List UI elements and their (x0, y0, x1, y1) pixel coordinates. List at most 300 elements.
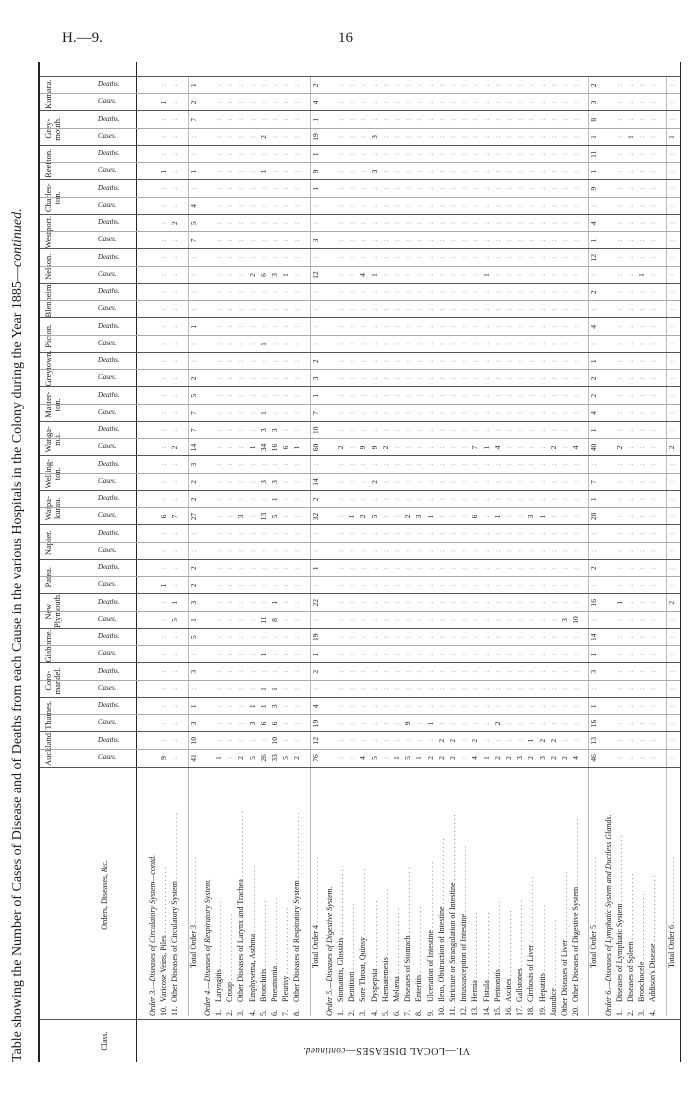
deaths-cell: : (380, 532, 390, 535)
deaths-cell: : (358, 360, 368, 363)
cases-cell: : (526, 204, 536, 208)
deaths-cell: : (347, 153, 357, 156)
cases-cell: : (159, 308, 169, 311)
cases-cell: : (504, 170, 513, 173)
cases-cell: : (247, 515, 257, 518)
cases-cell: : (159, 273, 169, 277)
row-number: 6. (392, 1010, 401, 1016)
cases-cell: : (347, 342, 357, 346)
row-label (515, 772, 525, 1016)
table-row (459, 76, 469, 1016)
deaths-cell: : (614, 360, 624, 363)
cases-cell: : (548, 308, 558, 311)
cases-deaths-divider (40, 473, 680, 474)
deaths-cell: : (369, 118, 379, 121)
cases-cell: : (526, 135, 536, 139)
leader-dots: . . . . . . . . . . . . . . . . . (380, 889, 390, 958)
cases-cell: 2 (526, 756, 536, 760)
deaths-cell: : (170, 739, 180, 742)
deaths-cell: : (504, 498, 513, 501)
table-row (637, 76, 647, 1016)
deaths-cell: : (515, 360, 525, 363)
deaths-cell: : (537, 394, 547, 397)
cases-cell: : (515, 446, 525, 449)
cases-cell: : (459, 101, 469, 104)
deaths-cell: : (436, 532, 446, 535)
cases-cell: : (470, 308, 480, 311)
cases-cell: : (225, 756, 235, 760)
deaths-cell: : (236, 463, 246, 466)
cases-cell: : (436, 687, 446, 691)
deaths-cell: 1 (258, 704, 268, 709)
deaths-cell: : (560, 739, 569, 742)
cases-cell: : (571, 342, 581, 346)
deaths-cell: : (247, 670, 257, 673)
row-label-text: Dentition (347, 971, 357, 1002)
cases-cell: 1 (414, 756, 424, 760)
cases-cell: : (459, 480, 469, 484)
cases-cell: : (481, 618, 491, 622)
leader-dots: . . . . . . . . . . . . . . . . . (392, 908, 401, 977)
cases-cell: : (214, 273, 223, 277)
cases-cell: : (626, 756, 635, 760)
cases-cell: : (347, 308, 357, 311)
cases-cell: : (614, 342, 624, 346)
cases-cell: : (292, 342, 302, 346)
deaths-cell: : (648, 118, 658, 121)
cases-cell: : (336, 549, 345, 553)
deaths-cell: : (560, 670, 569, 673)
cases-cell: : (459, 308, 469, 311)
deaths-cell: : (637, 394, 647, 397)
deaths-cell: 2 (589, 393, 599, 398)
cases-cell: 1 (589, 135, 599, 139)
cases-cell: : (392, 377, 401, 380)
deaths-cell: : (470, 153, 480, 156)
deaths-cell: : (526, 498, 536, 501)
row-label-text: Enteritis (414, 974, 424, 1002)
deaths-cell: : (492, 291, 502, 294)
cases-deaths-divider (40, 542, 680, 543)
cases-cell: 60 (310, 443, 320, 452)
deaths-cell: : (425, 429, 435, 432)
cases-cell: : (459, 515, 469, 518)
cases-cell: : (515, 618, 525, 622)
cases-cell: : (281, 101, 291, 104)
deaths-cell: : (270, 187, 279, 190)
hospital-header: Westport. (43, 215, 53, 249)
cases-cell: : (526, 446, 536, 449)
deaths-cell: : (537, 291, 547, 294)
deaths-subheader: Deaths. (98, 321, 120, 330)
cases-cell: : (614, 170, 624, 173)
cases-cell: : (336, 204, 345, 208)
cases-cell: : (225, 480, 235, 484)
deaths-cell: : (459, 153, 469, 156)
hospital-divider (40, 490, 680, 491)
cases-cell: : (560, 273, 569, 277)
deaths-cell: : (648, 739, 658, 742)
hospital-divider (40, 387, 680, 388)
cases-cell: : (548, 101, 558, 104)
cases-cell: : (515, 135, 525, 139)
deaths-cell: : (380, 394, 390, 397)
deaths-cell: : (571, 739, 581, 742)
deaths-cell: : (459, 636, 469, 639)
deaths-cell: : (626, 429, 635, 432)
deaths-cell: : (481, 291, 491, 294)
cases-subheader: Cases. (98, 718, 117, 727)
deaths-cell: : (666, 325, 676, 328)
deaths-cell: : (270, 636, 279, 639)
cases-cell: : (526, 101, 536, 104)
deaths-cell: : (170, 84, 180, 87)
leader-dots: . . . . . . . . . . . . . . . . . (310, 857, 320, 926)
cases-cell: : (666, 273, 676, 277)
cases-cell: : (526, 170, 536, 173)
deaths-cell: : (225, 636, 235, 639)
cases-subheader: Cases. (98, 373, 117, 382)
deaths-cell: : (560, 256, 569, 259)
deaths-cell: : (380, 498, 390, 501)
deaths-cell: : (214, 118, 223, 121)
column-header-row (40, 62, 137, 1062)
deaths-cell: : (666, 84, 676, 87)
cases-cell: : (392, 653, 401, 656)
leader-dots: . . . . . . . . . . . . . . . . . (515, 900, 525, 969)
cases-cell: : (560, 722, 569, 725)
cases-cell: : (571, 515, 581, 518)
deaths-subheader: Deaths. (98, 528, 120, 537)
cases-cell: : (369, 377, 379, 380)
deaths-cell: : (270, 463, 279, 466)
cases-cell: : (448, 411, 457, 415)
cases-cell: : (281, 515, 291, 518)
cases-cell: : (626, 170, 635, 173)
cases-cell: : (548, 480, 558, 484)
deaths-cell: : (403, 532, 413, 535)
deaths-cell: : (526, 636, 536, 639)
row-number: 6. (270, 1010, 279, 1016)
cases-cell: : (236, 584, 246, 587)
total-row (588, 76, 599, 1016)
orders-column-header: Orders, Diseases, &c. (100, 860, 109, 930)
cases-cell: : (614, 549, 624, 553)
cases-deaths-divider (40, 300, 680, 301)
cases-cell: : (247, 584, 257, 587)
cases-subheader: Cases. (98, 684, 117, 692)
hospital-divider (40, 732, 680, 733)
deaths-cell: : (459, 705, 469, 708)
deaths-cell: : (648, 601, 658, 604)
cases-cell: : (515, 549, 525, 553)
row-number: 1. (214, 1010, 223, 1016)
deaths-cell: : (526, 256, 536, 259)
cases-cell: : (292, 515, 302, 518)
deaths-cell: 1 (589, 704, 599, 709)
deaths-cell: : (247, 360, 257, 363)
deaths-cell: : (436, 222, 446, 225)
deaths-cell: : (548, 567, 558, 570)
deaths-cell: : (336, 118, 345, 121)
cases-cell: : (392, 135, 401, 139)
deaths-cell: : (247, 636, 257, 639)
deaths-cell: : (666, 291, 676, 294)
cases-cell: 1 (281, 273, 291, 277)
deaths-cell: : (392, 532, 401, 535)
deaths-cell: : (270, 394, 279, 397)
cases-cell: : (347, 618, 357, 622)
deaths-cell: : (548, 187, 558, 190)
cases-cell: : (247, 377, 257, 380)
deaths-cell: : (281, 84, 291, 87)
cases-cell: : (459, 756, 469, 760)
cases-cell: : (648, 618, 658, 622)
cases-cell: 26 (258, 754, 268, 762)
deaths-cell: 2 (188, 566, 198, 571)
cases-cell: : (481, 101, 491, 104)
cases-cell: : (380, 480, 390, 484)
cases-cell: 2 (492, 721, 502, 726)
deaths-subheader: Deaths. (98, 459, 120, 468)
deaths-cell: : (336, 498, 345, 501)
deaths-cell: : (247, 325, 257, 328)
deaths-cell: : (258, 601, 268, 604)
cases-cell: : (159, 204, 169, 208)
cases-cell: : (459, 204, 469, 208)
cases-cell: : (470, 204, 480, 208)
cases-cell: : (666, 170, 676, 173)
row-label-text: Pneumonia (270, 966, 279, 1002)
deaths-cell: : (637, 325, 647, 328)
deaths-cell: : (214, 394, 223, 397)
cases-deaths-divider (40, 680, 680, 681)
row-number: 1. (336, 1010, 345, 1016)
cases-cell: : (281, 411, 291, 415)
cases-cell: : (537, 239, 547, 242)
cases-cell: : (589, 273, 599, 277)
deaths-cell: : (214, 187, 223, 190)
cases-deaths-divider (40, 231, 680, 232)
cases-cell: : (225, 446, 235, 449)
cases-cell: 1 (537, 514, 547, 519)
cases-cell: : (336, 239, 345, 242)
rotated-table-page (10, 62, 690, 1062)
deaths-cell: : (236, 532, 246, 535)
deaths-cell: : (392, 84, 401, 87)
cases-cell: : (336, 480, 345, 484)
cases-cell: : (159, 722, 169, 725)
cases-cell: : (258, 549, 268, 553)
cases-cell: 7 (310, 411, 320, 415)
cases-cell: : (358, 377, 368, 380)
cases-cell: : (459, 135, 469, 139)
cases-cell: : (281, 584, 291, 587)
deaths-cell: : (560, 222, 569, 225)
cases-cell: : (515, 170, 525, 173)
cases-cell: : (481, 687, 491, 691)
deaths-cell: : (637, 429, 647, 432)
row-number: 8. (292, 1010, 302, 1016)
cases-cell: : (648, 756, 658, 760)
cases-cell: : (214, 101, 223, 104)
deaths-cell: : (258, 291, 268, 294)
deaths-cell: : (380, 256, 390, 259)
deaths-cell: : (336, 429, 345, 432)
deaths-cell: : (626, 463, 635, 466)
cases-cell: 2 (436, 756, 446, 760)
cases-cell: : (281, 170, 291, 173)
deaths-cell: : (515, 118, 525, 121)
deaths-cell: : (347, 256, 357, 259)
cases-cell: 8 (270, 618, 279, 622)
deaths-subheader: Deaths. (98, 597, 120, 606)
deaths-cell: : (526, 84, 536, 87)
row-label-text: Ascites (504, 978, 513, 1002)
deaths-cell: : (247, 739, 257, 742)
table-row (448, 76, 458, 1016)
row-label-text: Stricture or Strangulation of Intestine (448, 882, 457, 1002)
cases-cell: : (292, 101, 302, 104)
cases-cell: : (470, 273, 480, 277)
cases-cell: : (548, 170, 558, 173)
cases-deaths-divider (40, 404, 680, 405)
cases-cell: : (347, 135, 357, 139)
deaths-cell: : (380, 739, 390, 742)
cases-cell: : (481, 204, 491, 208)
deaths-cell: : (369, 153, 379, 156)
cases-deaths-divider (40, 507, 680, 508)
deaths-cell: : (504, 463, 513, 466)
cases-cell: : (481, 549, 491, 553)
row-label-text: Ulceration of Intestine (425, 930, 435, 1002)
cases-subheader: Cases. (98, 615, 117, 623)
cases-cell: : (236, 204, 246, 208)
deaths-cell: : (448, 498, 457, 501)
deaths-cell: : (637, 187, 647, 190)
deaths-cell: : (188, 532, 198, 535)
cases-cell: : (380, 549, 390, 553)
deaths-cell: : (225, 498, 235, 501)
cases-cell: : (448, 446, 457, 449)
row-label (560, 772, 570, 1016)
leader-dots: . . . . . . . . . . . . . . . . . (648, 875, 658, 944)
deaths-cell: : (159, 222, 169, 225)
deaths-cell: : (170, 429, 180, 432)
deaths-cell: : (380, 705, 390, 708)
deaths-cell: : (436, 394, 446, 397)
cases-cell: : (425, 653, 435, 656)
deaths-cell: : (380, 325, 390, 328)
cases-cell: : (459, 377, 469, 380)
cases-cell: : (614, 101, 624, 104)
deaths-cell: : (170, 532, 180, 535)
deaths-cell: : (571, 463, 581, 466)
deaths-cell: 14 (589, 633, 599, 641)
cases-cell: : (637, 135, 647, 139)
deaths-cell: : (459, 429, 469, 432)
deaths-cell: : (236, 636, 246, 639)
cases-cell: 1 (492, 514, 502, 519)
deaths-subheader: Deaths. (98, 390, 120, 399)
deaths-cell: : (425, 153, 435, 156)
deaths-cell: : (425, 463, 435, 466)
cases-cell: : (214, 687, 223, 691)
cases-cell: : (537, 584, 547, 587)
cases-cell: : (436, 342, 446, 346)
deaths-cell: : (626, 739, 635, 742)
deaths-cell: : (336, 325, 345, 328)
leader-dots: . . . . . . . . . . . . . . . . . (459, 846, 469, 915)
deaths-cell: : (515, 739, 525, 742)
cases-cell: : (270, 584, 279, 587)
cases-cell: : (369, 549, 379, 553)
row-number: 18. (526, 1006, 536, 1016)
hospital-header: Kumara. (43, 79, 53, 110)
cases-cell: : (614, 135, 624, 139)
cases-cell: : (392, 687, 401, 691)
cases-subheader: Cases. (98, 304, 117, 313)
cases-cell: : (548, 653, 558, 656)
cases-cell: : (637, 308, 647, 311)
cases-cell: : (414, 101, 424, 104)
deaths-cell: : (270, 532, 279, 535)
cases-cell: : (448, 239, 457, 242)
deaths-cell: : (159, 601, 169, 604)
deaths-cell: : (414, 394, 424, 397)
deaths-cell: : (425, 705, 435, 708)
deaths-cell: : (637, 360, 647, 363)
row-number: 20. (571, 1006, 581, 1016)
deaths-cell: : (571, 84, 581, 87)
deaths-cell: : (392, 705, 401, 708)
cases-cell: : (470, 170, 480, 173)
deaths-cell: : (504, 291, 513, 294)
cases-cell: : (560, 170, 569, 173)
deaths-cell: : (236, 498, 246, 501)
leader-dots: . . . . . . . . . . . . . . . . . (281, 907, 291, 976)
cases-cell: 2 (170, 445, 180, 450)
deaths-cell: : (236, 567, 246, 570)
hospital-divider (40, 663, 680, 664)
deaths-cell: : (358, 498, 368, 501)
cases-cell: : (537, 101, 547, 104)
cases-cell: 76 (310, 754, 320, 762)
deaths-cell: : (159, 429, 169, 432)
deaths-cell: : (358, 394, 368, 397)
cases-cell: : (347, 549, 357, 553)
cases-subheader: Cases. (98, 753, 117, 761)
deaths-cell: : (236, 705, 246, 708)
deaths-cell: : (515, 187, 525, 190)
cases-cell: 3 (270, 273, 279, 277)
deaths-cell: 5 (188, 635, 198, 640)
deaths-cell: : (236, 187, 246, 190)
cases-cell: : (548, 549, 558, 553)
deaths-cell: : (347, 118, 357, 121)
deaths-cell: : (170, 325, 180, 328)
deaths-cell: : (637, 222, 647, 225)
hospital-header: Master-ton. (43, 391, 62, 418)
deaths-cell: : (614, 567, 624, 570)
deaths-cell: : (358, 532, 368, 535)
deaths-cell: : (614, 291, 624, 294)
deaths-cell: : (548, 84, 558, 87)
deaths-cell: : (626, 601, 635, 604)
deaths-cell: : (425, 567, 435, 570)
deaths-cell: : (481, 360, 491, 363)
cases-cell: : (481, 342, 491, 346)
